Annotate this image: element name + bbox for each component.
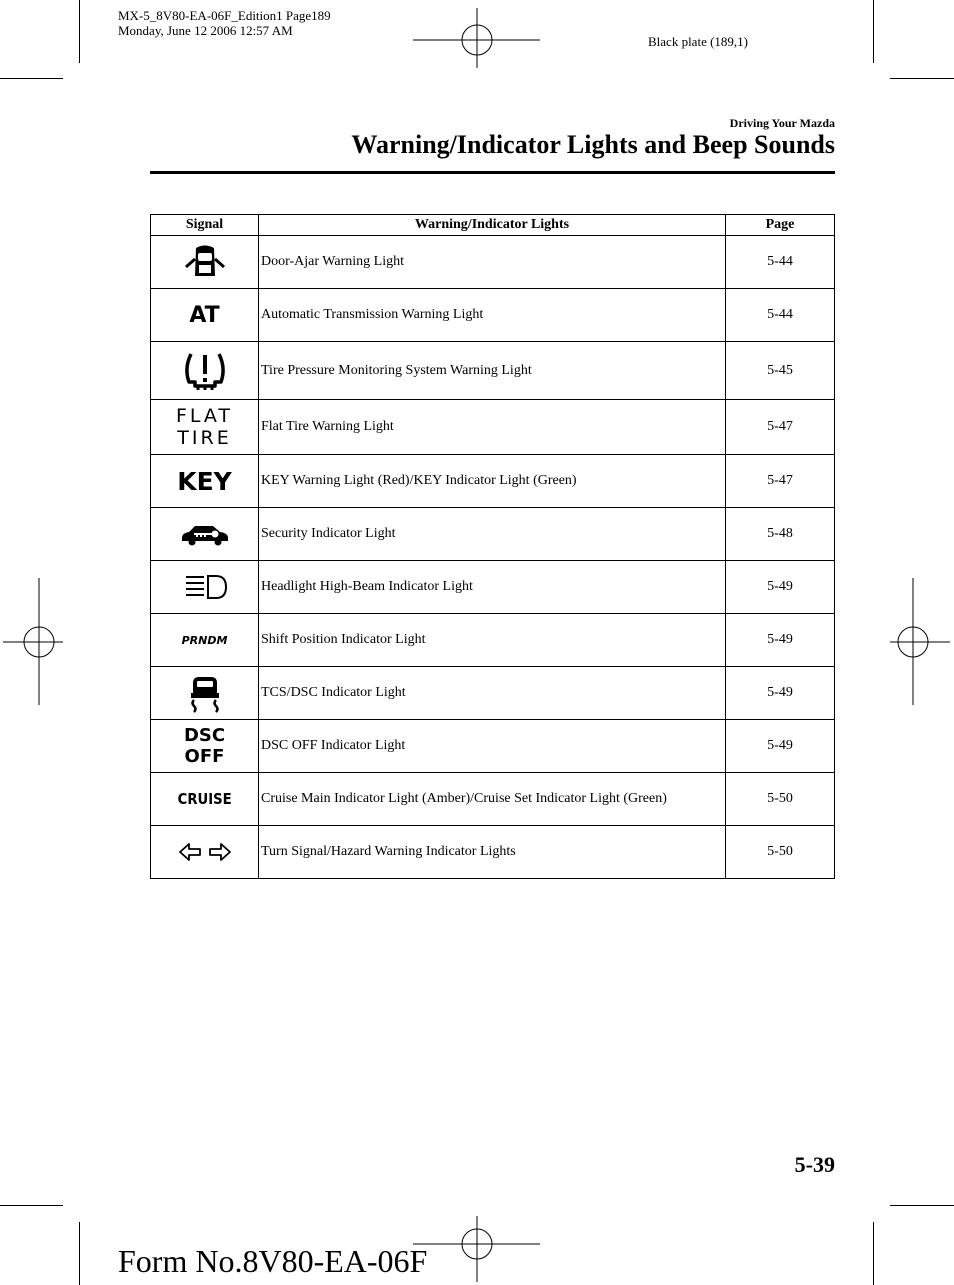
warning-lights-table	[150, 214, 835, 879]
page-ref: 5-47	[726, 455, 835, 508]
plate-label: Black plate (189,1)	[648, 34, 748, 49]
dsc-off-icon-line1: DSC	[183, 725, 226, 746]
page-ref: 5-49	[726, 614, 835, 667]
door-ajar-icon	[182, 242, 228, 282]
light-name: KEY Warning Light (Red)/KEY Indicator Light (Green)	[259, 455, 726, 508]
table-row	[151, 400, 835, 455]
page-title: Warning/Indicator Lights and Beep Sounds	[351, 130, 835, 159]
key-icon: KEY	[177, 466, 232, 496]
security-car-key-icon	[180, 522, 230, 546]
header-page: Page	[726, 215, 835, 236]
table-row	[151, 508, 835, 561]
page-ref: 5-47	[726, 400, 835, 455]
print-header	[118, 8, 331, 38]
table-row	[151, 773, 835, 826]
page-ref: 5-50	[726, 773, 835, 826]
crop-mark	[79, 1222, 80, 1285]
light-name: Shift Position Indicator Light	[259, 614, 726, 667]
registration-mark-bottom	[410, 1212, 545, 1285]
page-ref: 5-44	[726, 236, 835, 289]
page-ref: 5-49	[726, 561, 835, 614]
light-name: Cruise Main Indicator Light (Amber)/Cruise Set Indicator Light (Green)	[259, 773, 726, 826]
registration-mark-left	[0, 575, 70, 710]
crop-mark	[873, 1222, 874, 1285]
crop-mark	[0, 78, 63, 79]
tire-pressure-icon	[181, 348, 229, 394]
table-row	[151, 455, 835, 508]
light-name: DSC OFF Indicator Light	[259, 720, 726, 773]
page-ref: 5-50	[726, 826, 835, 879]
light-name: Flat Tire Warning Light	[259, 400, 726, 455]
registration-mark-right	[884, 575, 954, 710]
print-file-info: MX-5_8V80-EA-06F_Edition1 Page189	[118, 8, 331, 23]
page-ref: 5-49	[726, 720, 835, 773]
flat-tire-icon-line1: FLAT	[175, 405, 234, 427]
dsc-off-icon	[184, 725, 225, 767]
at-icon: AT	[189, 302, 220, 328]
table-row	[151, 826, 835, 879]
light-name: Automatic Transmission Warning Light	[259, 289, 726, 342]
table-row	[151, 289, 835, 342]
light-name: Tire Pressure Monitoring System Warning Light	[259, 342, 726, 400]
page-ref: 5-45	[726, 342, 835, 400]
page-ref: 5-44	[726, 289, 835, 342]
table-header-row	[151, 215, 835, 236]
crop-mark	[890, 1205, 954, 1206]
table-row	[151, 342, 835, 400]
print-timestamp: Monday, June 12 2006 12:57 AM	[118, 23, 293, 38]
page-ref: 5-48	[726, 508, 835, 561]
cruise-icon: CRUISE	[177, 790, 232, 809]
flat-tire-icon-line2: TIRE	[177, 427, 232, 449]
light-name: Turn Signal/Hazard Warning Indicator Lights	[259, 826, 726, 879]
crop-mark	[0, 1205, 63, 1206]
table-row	[151, 561, 835, 614]
registration-mark-top	[410, 5, 545, 75]
crop-mark	[873, 0, 874, 63]
section-label: Driving Your Mazda	[729, 116, 835, 130]
header-light: Warning/Indicator Lights	[259, 215, 726, 236]
turn-signal-icon	[178, 841, 232, 863]
title-rule	[150, 171, 835, 174]
table-row	[151, 614, 835, 667]
form-number: Form No.8V80-EA-06F	[118, 1243, 428, 1279]
page-ref: 5-49	[726, 667, 835, 720]
tcs-dsc-icon	[185, 673, 225, 713]
light-name: Headlight High-Beam Indicator Light	[259, 561, 726, 614]
header-signal: Signal	[151, 215, 259, 236]
flat-tire-icon	[176, 405, 233, 449]
light-name: Security Indicator Light	[259, 508, 726, 561]
light-name: TCS/DSC Indicator Light	[259, 667, 726, 720]
table-row	[151, 236, 835, 289]
light-name: Door-Ajar Warning Light	[259, 236, 726, 289]
dsc-off-icon-line2: OFF	[184, 746, 225, 767]
crop-mark	[79, 0, 80, 63]
page-number: 5-39	[794, 1152, 835, 1177]
table-row	[151, 667, 835, 720]
shift-position-icon: PRNDM	[181, 633, 228, 647]
high-beam-icon	[182, 573, 228, 601]
crop-mark	[890, 78, 954, 79]
table-row	[151, 720, 835, 773]
